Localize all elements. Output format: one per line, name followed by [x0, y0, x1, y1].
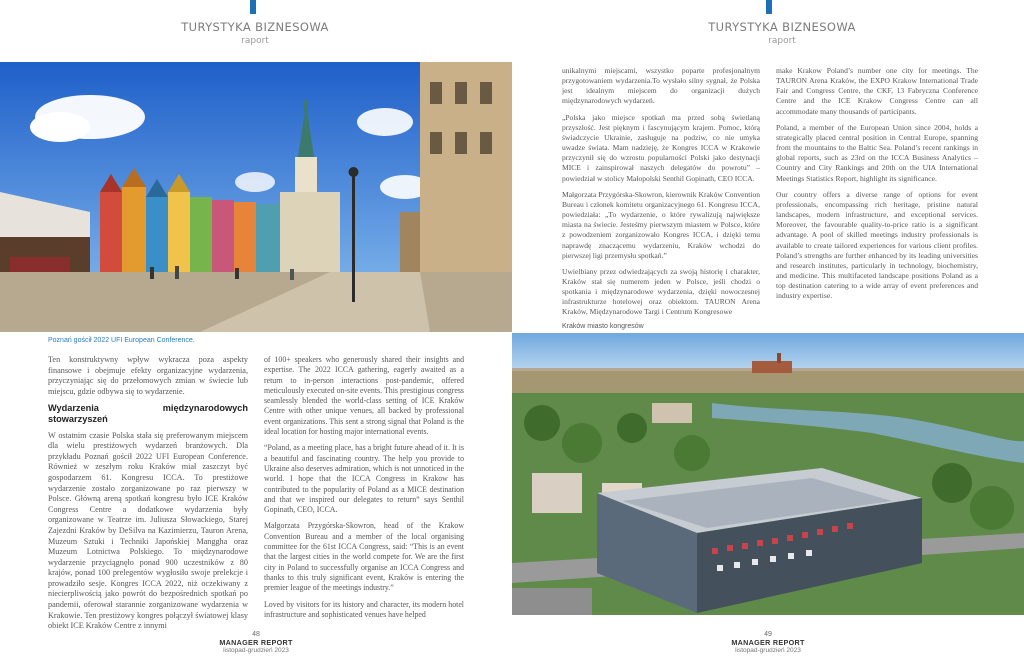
quote-paragraph: “Poland, as a meeting place, has a bright future ahead of it. It is a beautiful and fascinating country. The help you provide to Ukraine also deserves admiration, which is not unnoticed in the world. I hope that the ICCA Congress in Krakow has contributed to the popularity of Poland as a MICE destination and that we inspired our delegates to return” says Senthil Gopinath, CEO, ICCA.	[264, 443, 464, 515]
photo-caption: Kraków miasto kongresów	[562, 323, 644, 330]
magazine-name: MANAGER REPORT	[219, 638, 293, 647]
page-footer	[196, 631, 316, 654]
paragraph: Małgorzata Przygórska-Skowron, head of the Krakow Convention Bureau and a member of the local organising committee for the 61st ICCA Congress, said: “This is an event that the largest cities in the world compete for. We are the first city in Poland to successfully organise an ICCA Congress and thanks to this truly significant event, Kraków is entering the premier league of the meetings industry.”	[264, 521, 464, 593]
text-column-1	[562, 66, 760, 324]
section-heading: Wydarzenia międzynarodowych stowarzyszeń	[48, 403, 248, 424]
paragraph: make Krakow Poland’s number one city for meetings. The TAURON Arena Kraków, the EXPO Krakow International Trade Fair and Congress Centre, the CKF, 13 Fabryczna Conference Centre and the ICE Krakow Congress Centre can all accommodate many thousands of participants.	[776, 66, 978, 116]
krakow-congress-centre-photo	[512, 333, 1024, 615]
text-column-2	[264, 355, 464, 626]
paragraph: Poland, a member of the European Union since 2004, holds a strategically placed central position in Central Europe, spanning from the mountains to the Baltic Sea. Poland’s recent rankings in global reports, such as 23rd on the ICCA Business Analytics – Country and City Rankings and 20th on the UIA International Meetings Statistics Report, highlight its significance.	[776, 122, 978, 183]
section-marker	[766, 0, 772, 14]
page-footer	[708, 631, 828, 654]
section-title: TURYSTYKA BIZNESOWA	[708, 20, 856, 34]
intro-paragraph: Ten konstruktywny wpływ wykracza poza aspekty finansowe i obejmuje efekty organizacyjne wydarzenia, przyczyniając się do przełomowych zmian w świecie lub miejscu, gdzie odbywa się to wydarzenie.	[48, 355, 248, 396]
section-title: TURYSTYKA BIZNESOWA	[181, 20, 329, 34]
page-number: 48	[252, 631, 260, 638]
magazine-name: MANAGER REPORT	[731, 638, 805, 647]
photo-caption: Poznań gościł 2022 UFI European Conference.	[48, 337, 195, 344]
section-marker	[250, 0, 256, 14]
right-page	[512, 0, 1024, 662]
body-paragraph: W ostatnim czasie Polska stała się preferowanym miejscem dla wielu prestiżowych wydarzeń branżowych. Dla przykładu Poznań gościł 2022 UFI European Conference. Również w zeszłym roku Kraków miał zaszczyt być gospodarzem 61. Kongresu ICCA. To prestiżowe wydarzenie zostało zorganizowane po raz pierwszy w Polsce. Główną areną spotkań kongresu było ICE Kraków Congress Centre a dodatkowe wydarzenia były organizowane w Teatrze im. Juliusza Słowackiego, Starej Zajezdni Kraków by DeSilva na Kazimierzu, Tauron Arena, Muzeum Sztuki i Techniki Japońskiej Manggha oraz Muzeum Lotnictwa Polskiego. To międzynarodowe wydarzenie przyciągnęło ponad 900 uczestników z 80 krajów, ponad 100 prelegentów wygłosiło swoje prelekcje i prowadziło sesje. Kongres ICCA 2022, niż oczekiwany z niecierpliwością jako powrót do bezpośrednich spotkań po pandemii, oferował starannie zorganizowane wydarzenia w Krakowie. Ten prestiżowy kongres połączył światowej klasy obiekt ICE Kraków Centre z innymi	[48, 430, 248, 631]
paragraph: Małgorzata Przygórska-Skowron, kierownik Kraków Convention Bureau i członek komitetu organizacyjnego 61. Kongresu ICCA, powiedziała: „To wydarzenie, o które rywalizują największe miasta na świecie. Jesteśmy pierwszym miastem w Polsce, które z powodzeniem zorganizowało Kongres ICCA, i dzięki temu naprawdę znaczącemu wydarzeniu, Kraków wchodzi do pierwszej ligi przemysłu spotkań.”	[562, 189, 760, 260]
text-column-2	[776, 66, 978, 307]
poznan-photo	[0, 62, 512, 332]
text-column-1	[48, 355, 248, 638]
issue-date: listopad-grudzień 2023	[223, 647, 289, 654]
paragraph: Uwielbiany przez odwiedzających za swoją historię i charakter, Kraków stał się numerem jeden w Polsce, jeśli chodzi o spotkania i międzynarodowe wydarzenia, dzięki nowoczesnej infrastrukturze hotelowej oraz obiektom. TAURON Arena Kraków, Międzynarodowe Targi i Centrum Kongresowe	[562, 266, 760, 317]
issue-date: listopad-grudzień 2023	[735, 647, 801, 654]
paragraph: Our country offers a diverse range of options for event professionals, encompassing rich heritage, pristine natural landscapes, modern infrastructure, and exceptional services. Moreover, the favourable quality-to-price ratio is a significant advantage. A pool of skilled meetings industry professionals is available to create tailored experiences for various client profiles. Poland’s strengths are further enhanced by its leading universities and research institutes, particularly in technology, biochemistry, and medicine. This multifaceted landscape positions Poland as a top destination catering to a wide array of event preferences and industry expertise.	[776, 189, 978, 301]
paragraph: of 100+ speakers who generously shared their insights and expertise. The 2022 ICCA gathering, eagerly awaited as a return to in-person interactions post-pandemic, offered meticulously executed on-site events. This prestigious congress seamlessly blended the world-class setting of ICE Kraków Centre with other unique venues, all backed by professional event organizations. This sent a strong signal that Poland is the ideal location for hosting major international events.	[264, 355, 464, 437]
paragraph: Loved by visitors for its history and character, its modern hotel infrastructure and sophisticated venues have helped	[264, 599, 464, 619]
paragraph: unikalnymi miejscami, wszystko poparte profesjonalnym przygotowaniem wydarzenia.To wysłało silny sygnał, że Polska jest idealnym miejscem do organizacji dużych międzynarodowych wydarzeń.	[562, 66, 760, 106]
section-header	[155, 20, 355, 46]
section-subtitle: raport	[768, 36, 796, 46]
section-header	[682, 20, 882, 46]
section-subtitle: raport	[241, 36, 269, 46]
quote-paragraph: „Polska jako miejsce spotkań ma przed sobą świetlaną przyszłość. Jest pięknym i fascynującym krajem. Pomoc, którą świadczycie Ukrainie, zasługuje na podziw, co nie umyka uwadze świata. Mam nadzieję, że Kongres ICCA w Krakowie przyczynił się do wzrostu popularności Polski jako destynacji MICE i zainspirował naszych delegatów do powrotu” – powiedział w stolicy Małopolski Senthil Gopinath, CEO ICCA.	[562, 112, 760, 183]
page-number: 49	[764, 631, 772, 638]
